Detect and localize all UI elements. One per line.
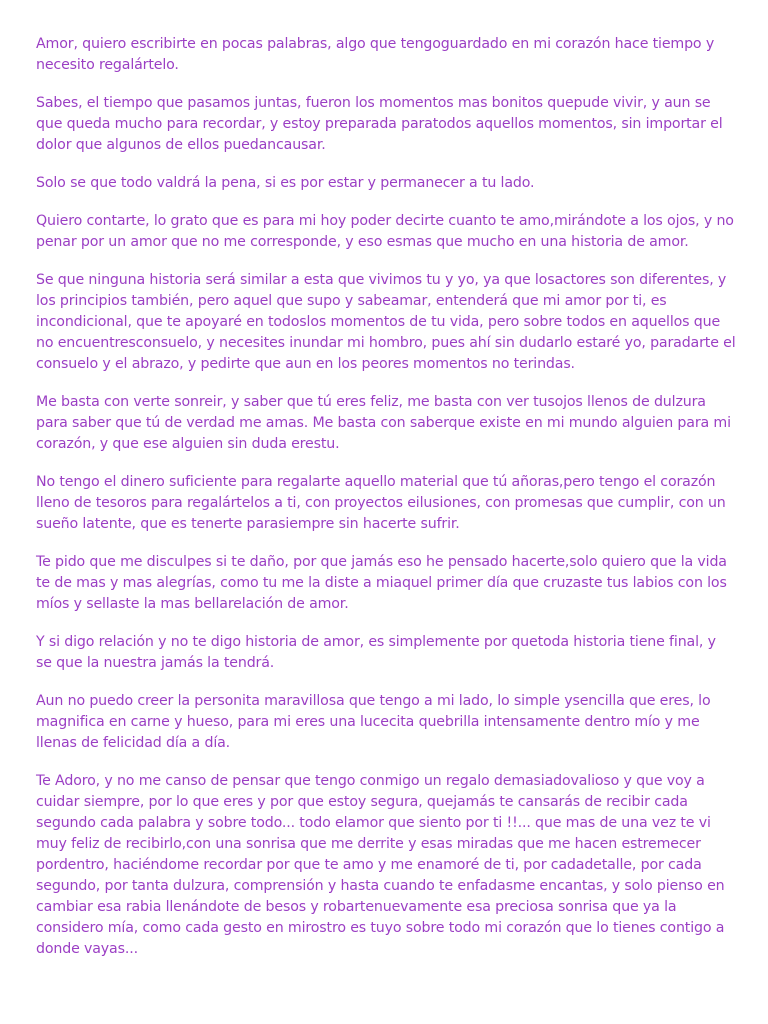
- paragraph-6: Me basta con verte sonreir, y saber que tú eres feliz, me basta con ver tusojos llenos de dulzura para saber que tú de verdad me amas. Me basta con saberque existe en mi mundo alguien para mi corazón, y que ese alguien sin duda erestu.: [36, 394, 731, 452]
- paragraph-2: Sabes, el tiempo que pasamos juntas, fueron los momentos mas bonitos quepude vivir, y aun se que queda mucho para recordar, y estoy preparada paratodos aquellos momentos, sin importar el dolor que algunos de ellos puedancausar.: [36, 95, 723, 153]
- paragraph-7: No tengo el dinero suficiente para regalarte aquello material que tú añoras,pero tengo el corazón lleno de tesoros para regalártelos a ti, con proyectos eilusiones, con promesas que cumplir, con un sueño latente, que es tenerte parasiempre sin hacerte sufrir.: [36, 474, 726, 532]
- paragraph-9: Y si digo relación y no te digo historia de amor, es simplemente por quetoda historia tiene final, y se que la nuestra jamás la tendrá.: [36, 634, 716, 671]
- paragraph-1: Amor, quiero escribirte en pocas palabras, algo que tengoguardado en mi corazón hace tiempo y necesito regalártelo.: [36, 36, 715, 73]
- paragraph-4: Quiero contarte, lo grato que es para mi hoy poder decirte cuanto te amo,mirándote a los ojos, y no penar por un amor que no me corresponde, y eso esmas que mucho en una historia de amor.: [36, 213, 734, 250]
- paragraph-10: Aun no puedo creer la personita maravillosa que tengo a mi lado, lo simple ysencilla que eres, lo magnifica en carne y hueso, para mi eres una lucecita quebrilla intensamente dentro mío y me llenas de felicidad día a día.: [36, 693, 711, 751]
- letter-page: [36, 34, 736, 977]
- paragraph-3: Solo se que todo valdrá la pena, si es por estar y permanecer a tu lado.: [36, 175, 535, 191]
- paragraph-8: Te pido que me disculpes si te daño, por que jamás eso he pensado hacerte,solo quiero que la vida te de mas y mas alegrías, como tu me la diste a miaquel primer día que cruzaste tus labios con los míos y sellaste la mas bellarelación de amor.: [36, 554, 727, 612]
- paragraph-5: Se que ninguna historia será similar a esta que vivimos tu y yo, ya que losactores son diferentes, y los principios también, pero aquel que supo y sabeamar, entenderá que mi amor por ti, es incondicional, que te apoyaré en todoslos momentos de tu vida, pero sobre todos en aquellos que no encuentresconsuelo, y necesites inundar mi hombro, pues ahí sin dudarlo estaré yo, paradarte el consuelo y el abrazo, y pedirte que aun en los peores momentos no terindas.: [36, 272, 736, 372]
- paragraph-11: Te Adoro, y no me canso de pensar que tengo conmigo un regalo demasiadovalioso y que voy a cuidar siempre, por lo que eres y por que estoy segura, quejamás te cansarás de recibir cada segundo cada palabra y sobre todo... todo elamor que siento por ti !!... que mas de una vez te vi muy feliz de recibirlo,con una sonrisa que me derrite y esas miradas que me hacen estremecer pordentro, haciéndome recordar por que te amo y me enamoré de ti, por cadadetalle, por cada segundo, por tanta dulzura, comprensión y hasta cuando te enfadasme encantas, y solo pienso en cambiar esa rabia llenándote de besos y robartenuevamente esa preciosa sonrisa que ya la considero mía, como cada gesto en mirostro es tuyo sobre todo mi corazón que lo tienes contigo a donde vayas...: [36, 773, 725, 957]
